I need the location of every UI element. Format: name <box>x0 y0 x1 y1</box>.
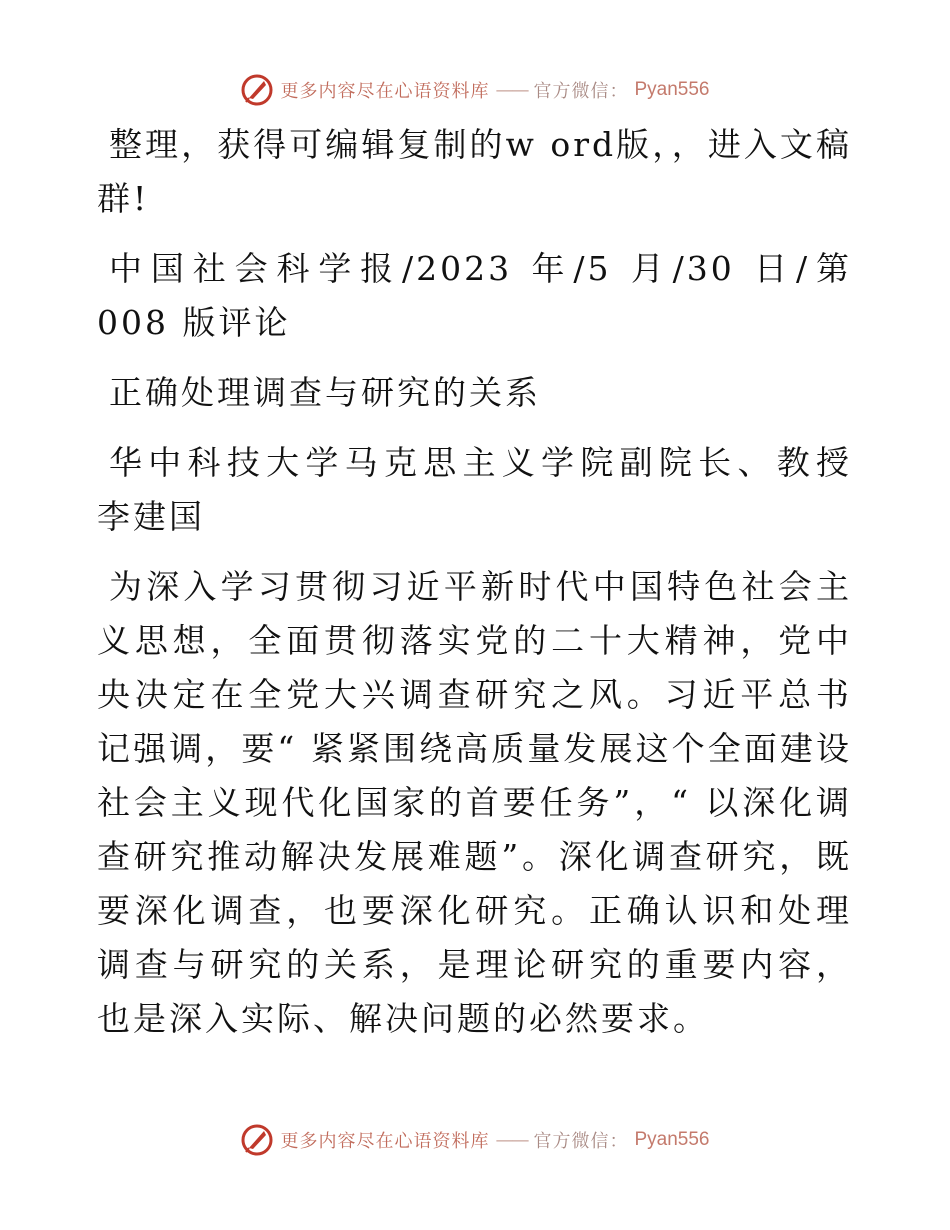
article-title: 正确处理调查与研究的关系 <box>109 373 541 412</box>
watermark-label: 官方微信： <box>533 1131 629 1152</box>
watermark-id: Pyan556 <box>634 1129 710 1150</box>
watermark-label: 官方微信： <box>533 81 629 102</box>
watermark-footer <box>0 1120 950 1160</box>
watermark-separator: —— <box>495 1129 528 1151</box>
watermark-separator: —— <box>495 79 528 101</box>
intro-note: 整理，获得可编辑复制的w ord版，，进入文稿群! <box>97 125 852 218</box>
watermark-text: 更多内容尽在心语资料库 <box>280 1131 490 1152</box>
watermark-text: 更多内容尽在心语资料库 <box>280 81 490 102</box>
watermark-id: Pyan556 <box>634 79 710 100</box>
document-body <box>97 118 888 1062</box>
quill-logo-icon <box>240 1123 274 1157</box>
source-line: 中国社会科学报/2023 年/5 月/30 日/第 008 版评论 <box>97 249 852 342</box>
author-line: 华中科技大学马克思主义学院副院长、教授 李建国 <box>97 443 888 536</box>
watermark-header <box>0 70 950 110</box>
quill-logo-icon <box>240 73 274 107</box>
body-paragraph: 为深入学习贯彻习近平新时代中国特色社会主义思想，全面贯彻落实党的二十大精神，党中央决定在全党大兴调查研究之风。习近平总书记强调，要“ 紧紧围绕高质量发展这个全面建设社会主义现代化国家的首要任务”，“ 以深化调查研究推动解决发展难题”。深化调查研究，既要深化调查，也要深化研究。正确认识和处理调查与研究的关系，是理论研究的重要内容，也是深入实际、解决问题的必然要求。 <box>97 567 852 1038</box>
